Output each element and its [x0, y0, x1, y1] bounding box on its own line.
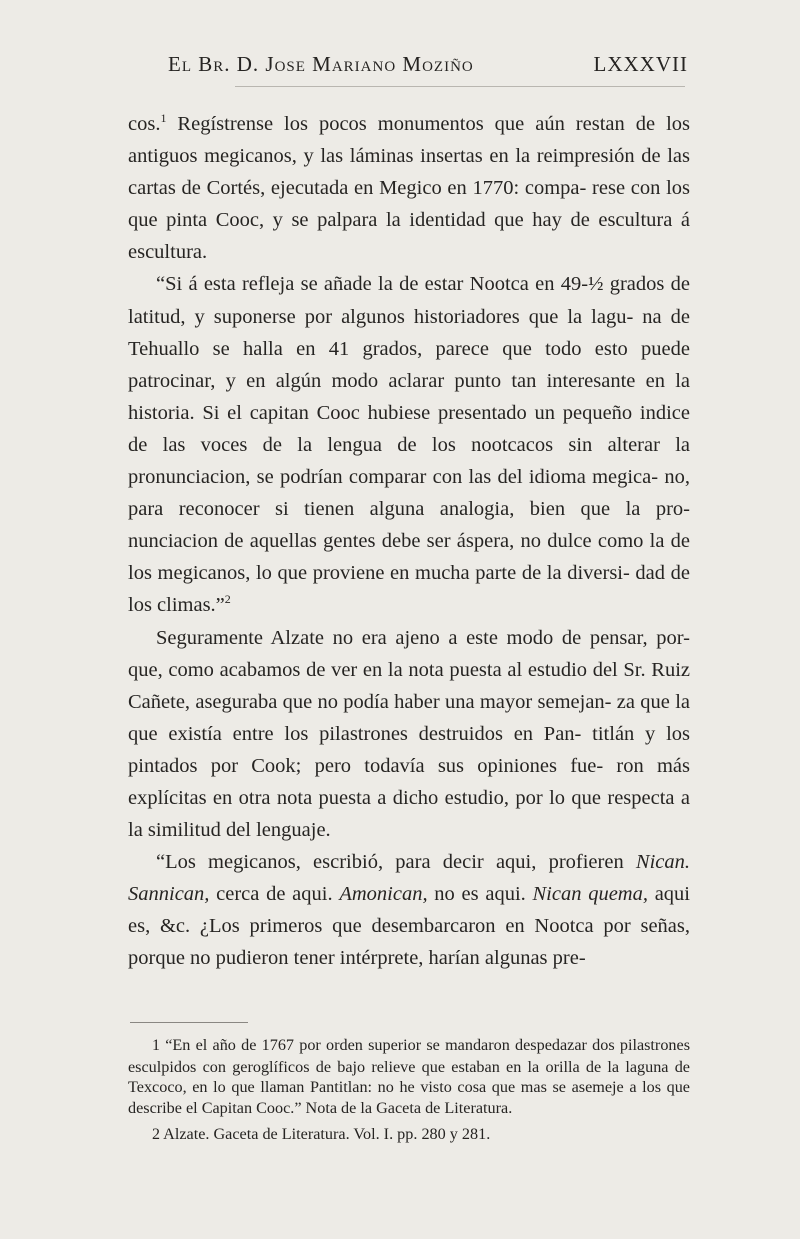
page-number: LXXXVII	[593, 52, 688, 76]
footnote-rule	[130, 1022, 248, 1023]
italic-term: Amonican,	[339, 883, 428, 906]
paragraph-2: “Si á esta refleja se añade la de estar Nootca en 49-½ grados de latitud, y suponerse por algunos historiadores que la lagu- na de Tehuallo se halla en 41 grados, parece que todo esto puede patrocinar, y en algún modo aclarar punto tan interesante en la historia. Si el capitan Cooc hubiese presentado un pequeño indice de las voces de la lengua de los nootcacos sin alterar la pronunciacion, se podrían comparar con las del idioma megica- no, para reconocer si tienen alguna analogia, bien que la pro- nunciacion de aquellas gentes debe ser áspera, no dulce como la de los megicanos, lo que proviene en mucha parte de la diversi- dad de los climas.”$^2$	[128, 273, 690, 617]
italic-term: Sannican,	[128, 883, 210, 906]
footnote-ref-2: 2	[224, 592, 231, 607]
footnote-ref-1: 1	[160, 111, 167, 126]
footnote-2: 2 Alzate. Gaceta de Literatura. Vol. I. pp. 280 y 281.	[152, 1125, 491, 1144]
footnote-1: 1 “En el año de 1767 por orden superior se mandaron despedazar dos pilastrones esculpidos con geroglíficos de bajo relieve que estaban en la orilla de la laguna de Texcoco, en lo que llaman Pantitlan: no he visto cosa que mas se asemeje a los que describe el Capitan Cooc.” Nota de la Gaceta de Literatura.	[128, 1036, 690, 1117]
paragraph-3: Seguramente Alzate no era ajeno a este modo de pensar, por- que, como acabamos de ver en la nota puesta al estudio del Sr. Ruiz Cañete, aseguraba que no podía haber una mayor semejan- za que la que existía entre los pilastrones destruidos en Pan- titlán y los pintados por Cook; pero todavía sus opiniones fue- ron más explícitas en otra nota puesta a dicho estudio, por lo que respecta a la similitud del lenguaje.	[128, 626, 690, 842]
running-title: El Br. D. Jose Mariano Moziño	[168, 52, 474, 76]
italic-term: Nican quema,	[532, 883, 648, 906]
italic-term: Nican.	[635, 851, 690, 874]
body-text	[128, 108, 690, 975]
paragraph-4: “Los megicanos, escribió, para decir aqui, profieren Nican. Sannican, cerca de aqui. Amonican, no es aqui. Nican quema, aqui es, &c. ¿Los primeros que desembarcaron en Nootca por señas, porque no pudieron tener intérprete, harían algunas pre-	[128, 851, 691, 970]
footnotes	[128, 1035, 690, 1152]
running-head	[128, 52, 688, 82]
header-rule	[235, 86, 685, 87]
paragraph-1: cos.$^1$ Regístrense los pocos monumentos que aún restan de los antiguos megicanos, y las láminas insertas en la reimpresión de las cartas de Cortés, ejecutada en Megico en 1770: compa- rese con los que pinta Cooc, y se palpara la identidad que hay de escultura á escultura.	[128, 111, 690, 264]
